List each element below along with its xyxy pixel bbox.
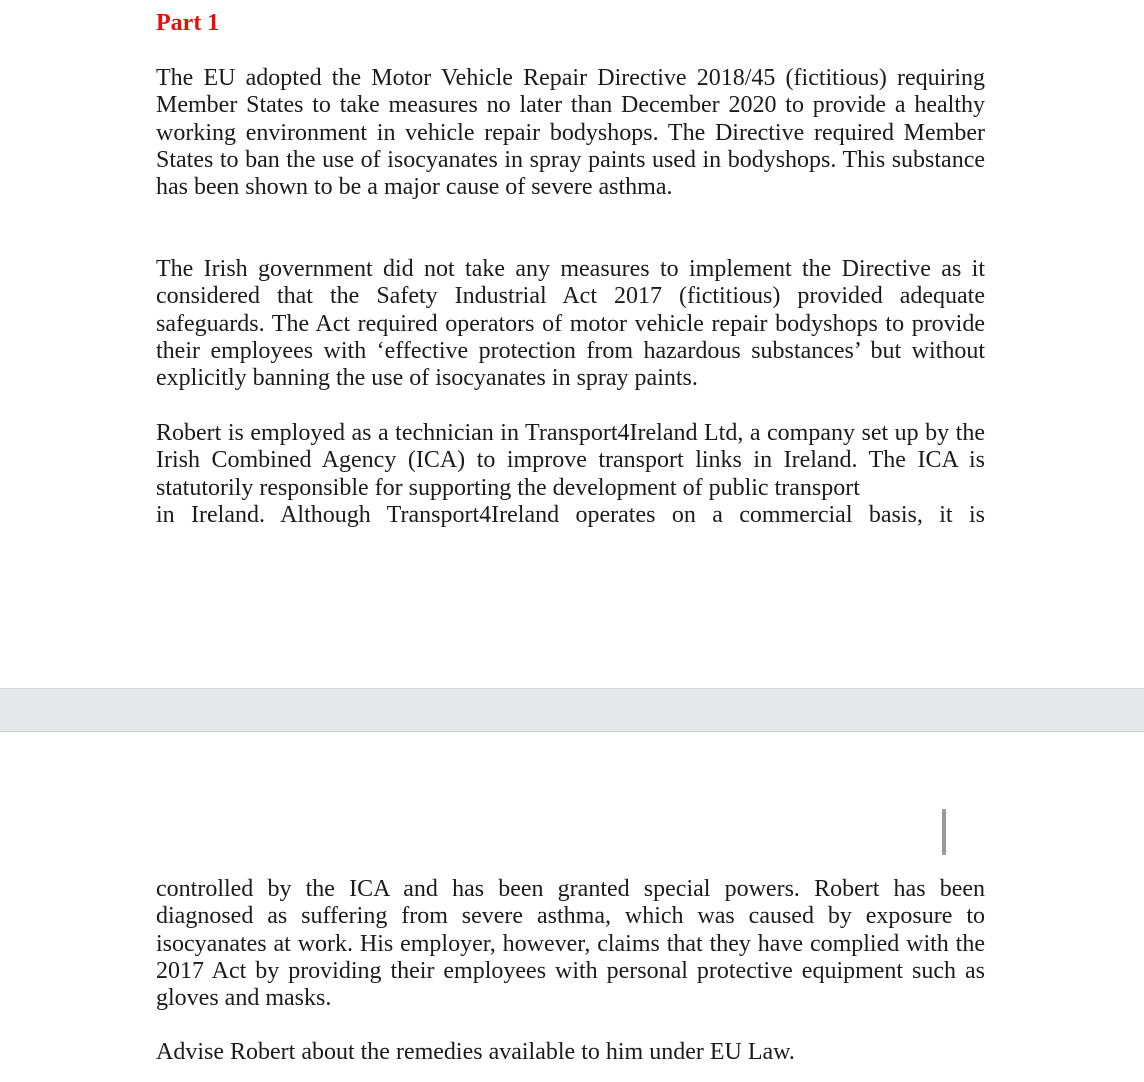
page-break-divider [0, 688, 1144, 732]
paragraph-irish-government: The Irish government did not take any measures to implement the Directive as it considered that the Safety Industrial Act 2017 (fictitious) provided adequate safeguards. The Act required operators of motor vehicle repair bodyshops to provide their employees with ‘effective protection from hazardous substances’ but without explicitly banning the use of isocyanates in spray paints. [156, 256, 985, 392]
text-insertion-cursor [942, 809, 946, 855]
paragraph-robert-employment-start: Robert is employed as a technician in Transport4Ireland Ltd, a company set up by the Irish Combined Agency (ICA) to improve transport links in Ireland. The ICA is statutorily responsible for supporting the development of public transport [156, 420, 985, 501]
paragraph-robert-employment-last-line: in Ireland. Although Transport4Ireland operates on a commercial basis, it is [156, 501, 985, 528]
part-heading: Part 1 [156, 10, 220, 36]
question-text: Advise Robert about the remedies available to him under EU Law. [156, 1039, 795, 1065]
paragraph-robert-continued: controlled by the ICA and has been granted special powers. Robert has been diagnosed as suffering from severe asthma, which was caused by exposure to isocyanates at work. His employer, however, claims that they have complied with the 2017 Act by providing their employees with personal protective equipment such as gloves and masks. [156, 876, 985, 1012]
paragraph-robert-employment [156, 420, 985, 529]
document-page-2[interactable] [0, 732, 1144, 1082]
paragraph-directive: The EU adopted the Motor Vehicle Repair Directive 2018/45 (fictitious) requiring Member States to take measures no later than December 2020 to provide a healthy working environment in vehicle repair bodyshops. The Directive required Member States to ban the use of isocyanates in spray paints used in bodyshops. This substance has been shown to be a major cause of severe asthma. [156, 65, 985, 201]
